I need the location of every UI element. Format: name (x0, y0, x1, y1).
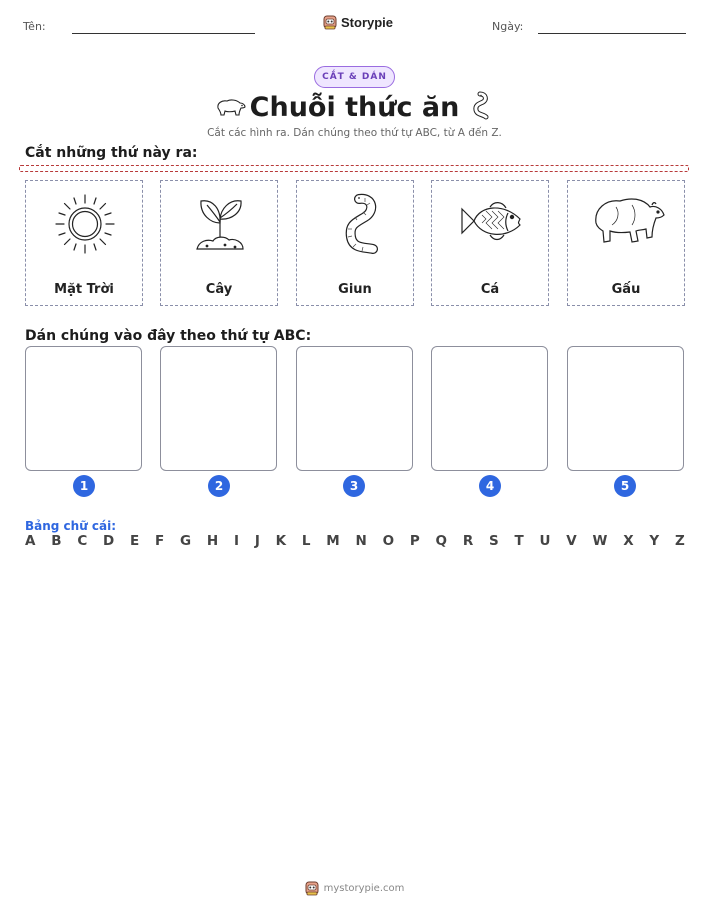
activity-badge: CẮT & DÁN (314, 66, 395, 88)
alphabet-letter: Y (649, 533, 660, 549)
cut-line (19, 165, 689, 172)
date-line (538, 33, 686, 34)
alphabet-letter: F (155, 533, 165, 549)
alphabet-letter: D (103, 533, 115, 549)
alphabet-letter: W (592, 533, 608, 549)
slot-number: 4 (479, 475, 501, 497)
alphabet-letter: T (514, 533, 524, 549)
cut-card-fish[interactable] (431, 180, 549, 306)
alphabet-letter: S (489, 533, 499, 549)
worm-icon (466, 91, 490, 121)
slot-number: 3 (343, 475, 365, 497)
alphabet-letter: Z (674, 533, 685, 549)
alphabet-letter: G (180, 533, 192, 549)
alphabet-letter: P (409, 533, 420, 549)
slot-number: 1 (73, 475, 95, 497)
footer (0, 880, 709, 896)
name-label: Tên: (23, 20, 46, 33)
brand-logo (323, 14, 393, 30)
fish-icon (456, 189, 526, 259)
cut-card-label: Cá (480, 282, 500, 297)
paste-slot-5[interactable] (567, 346, 684, 471)
slot-number: 2 (208, 475, 230, 497)
worm-icon (321, 189, 391, 259)
cut-heading: Cắt những thứ này ra: (25, 145, 198, 161)
storypie-mascot-icon (323, 14, 337, 30)
storypie-mascot-icon (305, 880, 319, 896)
cut-card-label: Gấu (611, 282, 641, 297)
alphabet-letter: R (462, 533, 474, 549)
alphabet-letter: K (275, 533, 287, 549)
cut-card-label: Giun (338, 282, 372, 297)
sun-icon (50, 189, 120, 259)
paste-slot-4[interactable] (431, 346, 548, 471)
alphabet-letter: N (355, 533, 367, 549)
page-title: Chuỗi thức ăn (249, 92, 460, 123)
alphabet-letter: H (206, 533, 219, 549)
alphabet-letter: X (623, 533, 634, 549)
alphabet-letter: U (539, 533, 551, 549)
alphabet-letter: Q (435, 533, 448, 549)
cut-card-sun[interactable] (25, 180, 143, 306)
instructions: Cắt các hình ra. Dán chúng theo thứ tự ABC, từ A đến Z. (207, 127, 502, 139)
cut-card-label: Mặt Trời (54, 282, 114, 297)
alphabet-letter: V (566, 533, 577, 549)
paste-heading: Dán chúng vào đây theo thứ tự ABC: (25, 328, 312, 344)
alphabet-letter: A (25, 533, 36, 549)
footer-site: mystorypie.com (323, 882, 405, 894)
alphabet-letter: C (77, 533, 88, 549)
name-line (72, 33, 255, 34)
alphabet-letter: L (301, 533, 311, 549)
alphabet-row (25, 533, 685, 549)
alphabet-letter: I (234, 533, 240, 549)
cut-card-bear[interactable] (567, 180, 685, 306)
sprout-icon (185, 189, 255, 259)
alphabet-letter: E (130, 533, 140, 549)
alphabet-letter: J (254, 533, 260, 549)
slot-number: 5 (614, 475, 636, 497)
cut-card-worm[interactable] (296, 180, 414, 306)
brand-name: Storypie (341, 14, 394, 30)
date-label: Ngày: (492, 20, 524, 33)
alphabet-letter: B (51, 533, 62, 549)
cut-card-plant[interactable] (160, 180, 278, 306)
paste-slot-2[interactable] (160, 346, 277, 471)
alphabet-heading: Bảng chữ cái: (25, 519, 117, 533)
paste-slot-1[interactable] (25, 346, 142, 471)
cut-card-label: Cây (205, 282, 233, 297)
bear-icon (592, 189, 667, 259)
paste-slot-3[interactable] (296, 346, 413, 471)
alphabet-letter: O (382, 533, 395, 549)
alphabet-letter: M (326, 533, 340, 549)
